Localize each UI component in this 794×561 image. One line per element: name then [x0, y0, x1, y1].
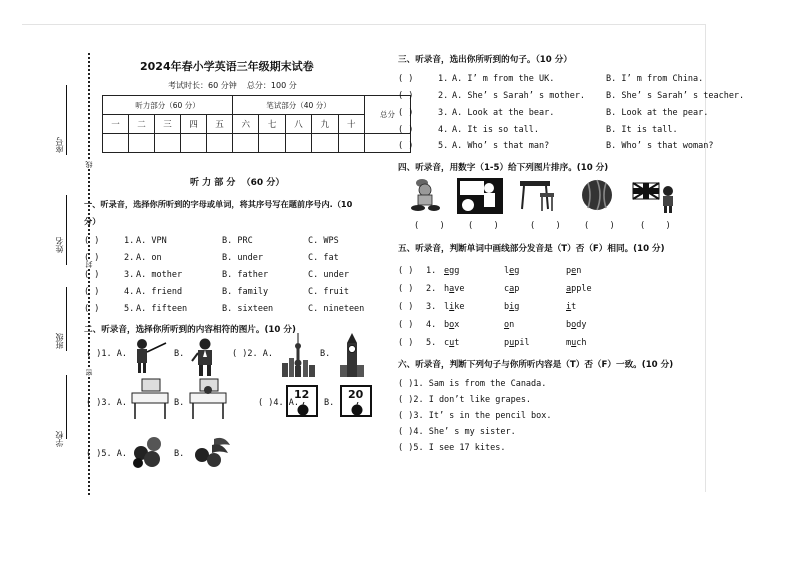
apple-card-20[interactable] [340, 385, 372, 417]
option-a: A. Who’ s that man? [452, 141, 550, 151]
word-2: big [504, 302, 520, 312]
apple-icon [350, 402, 364, 416]
section1-heading: 一、听录音，选择你所听到的字母或单词，将其序号写在题前序号内.（10 [84, 199, 353, 209]
score-cell[interactable] [155, 134, 181, 153]
option-a: A. on [136, 253, 162, 263]
s5-item-3: ( ) 3. like big it [398, 302, 577, 312]
s2-label-3b: B. [174, 398, 185, 408]
section6-heading: 六、听录音，判断下列句子与你所听内容是（T）否（F）一致。(10 分) [398, 360, 674, 370]
option-a: A. It is so tall. [452, 125, 539, 135]
score-col-4: 四 [181, 115, 207, 134]
s2-label-5b: B. [174, 449, 185, 459]
word-3: apple [566, 284, 592, 294]
s4-blank-3[interactable]: ( ) [530, 221, 561, 231]
answer-blank[interactable]: ( ) [84, 304, 100, 314]
desk-and-chair-picture[interactable] [518, 177, 558, 213]
option-b: B. Look at the pear. [606, 108, 709, 118]
s6-item-4[interactable]: ( )4. She’ s my sister. [398, 427, 516, 437]
score-col-3: 三 [155, 115, 181, 134]
answer-blank[interactable]: ( ) [398, 74, 414, 84]
section5-heading: 五、听录音，判断单词中画线部分发音是（T）否（F）相同。(10 分) [398, 244, 665, 254]
answer-blank[interactable]: ( ) [84, 270, 100, 280]
word-1: like [444, 302, 465, 312]
answer-blank[interactable]: ( ) [398, 141, 414, 151]
s6-item-2[interactable]: ( )2. I don’t like grapes. [398, 395, 532, 405]
option-c: C. fruit [308, 287, 349, 297]
word-3: much [566, 338, 587, 348]
s3-item-1: ( ) 1. A. I’ m from the UK. B. I’ m from China. [398, 74, 704, 84]
exam-info: 考试时长：60 分钟 总分：100 分 [168, 81, 297, 90]
score-cell[interactable] [338, 134, 364, 153]
s4-blank-5[interactable]: ( ) [640, 221, 671, 231]
answer-blank[interactable]: ( ) [398, 284, 414, 294]
score-cell[interactable] [312, 134, 338, 153]
option-c: C. nineteen [308, 304, 365, 314]
side-label-class: 班级 [55, 333, 64, 349]
apple-icon [296, 402, 310, 416]
score-cell[interactable] [181, 134, 207, 153]
s3-item-4: ( ) 4. A. It is so tall. B. It is tall. [398, 125, 678, 135]
option-b: B. family [222, 287, 269, 297]
watermelon-picture[interactable] [578, 177, 616, 213]
score-table [102, 95, 411, 153]
answer-blank[interactable]: ( ) [84, 287, 100, 297]
answer-blank[interactable]: ( ) [398, 266, 414, 276]
s3-item-5: ( ) 5. A. Who’ s that man? B. Who’ s that woman? [398, 141, 714, 151]
teacher-pointing-picture[interactable] [130, 337, 170, 375]
s1-item-2: ( ) 2. A. on B. under C. fat [84, 253, 339, 263]
answer-blank[interactable]: ( ) [398, 338, 414, 348]
s1-item-4: ( ) 4. A. friend B. family C. fruit [84, 287, 349, 297]
listening-heading: 听 力 部 分 （60 分） [190, 178, 285, 188]
score-cell[interactable] [233, 134, 259, 153]
word-1: egg [444, 266, 460, 276]
score-header-listening: 听力部分（60 分） [103, 96, 233, 115]
s5-item-1: ( ) 1. egg leg pen [398, 266, 582, 276]
option-b: B. sixteen [222, 304, 274, 314]
word-2: leg [504, 266, 520, 276]
side-line-4 [66, 375, 67, 439]
word-3: pen [566, 266, 582, 276]
s5-item-5: ( ) 5. cut pupil much [398, 338, 587, 348]
option-b: B. It is tall. [606, 125, 678, 135]
option-b: B. Who’ s that woman? [606, 141, 714, 151]
score-cell[interactable] [207, 134, 233, 153]
side-line-3 [66, 287, 67, 351]
exam-paper [22, 24, 745, 492]
option-a: A. Look at the bear. [452, 108, 555, 118]
seal-char-line: 线 [85, 161, 93, 168]
side-line-2 [66, 195, 67, 265]
s4-blank-1[interactable]: ( ) [414, 221, 445, 231]
score-header-writing: 笔试部分（40 分） [233, 96, 365, 115]
side-label-seat: 座号 [55, 137, 64, 153]
answer-blank[interactable]: ( ) [398, 108, 414, 118]
score-col-6: 六 [233, 115, 259, 134]
option-b: B. under [222, 253, 263, 263]
side-label-name: 姓名 [55, 237, 64, 253]
chair-behind-desk-picture[interactable] [128, 377, 172, 419]
uk-flag-with-boy-picture[interactable] [632, 179, 676, 213]
option-c: C. fat [308, 253, 339, 263]
apple-card-12[interactable] [286, 385, 318, 417]
option-a: A. friend [136, 287, 183, 297]
s6-item-3[interactable]: ( )3. It’ s in the pencil box. [398, 411, 552, 421]
ball-on-desk-picture[interactable] [186, 377, 230, 419]
s5-item-2: ( ) 2. have cap apple [398, 284, 592, 294]
answer-blank[interactable]: ( ) [398, 302, 414, 312]
man-in-suit-picture[interactable] [190, 337, 220, 377]
score-col-7: 七 [259, 115, 285, 134]
score-col-1: 一 [103, 115, 129, 134]
answer-blank[interactable]: ( ) [84, 236, 100, 246]
side-line-1 [66, 85, 67, 155]
option-a: A. I’ m from the UK. [452, 74, 555, 84]
s2-label-2a: ( )2. A. [232, 349, 273, 359]
s2-label-3a: ( )3. A. [86, 398, 127, 408]
answer-blank[interactable]: ( ) [398, 91, 414, 101]
option-c: C. under [308, 270, 349, 280]
rabbit-in-hat-picture[interactable] [408, 177, 442, 213]
s3-item-2: ( ) 2. A. She’ s Sarah’ s mother. B. She’ s Sarah’ s teacher. [398, 91, 745, 101]
s2-label-1a: ( )1. A. [86, 349, 127, 359]
word-2: on [504, 320, 515, 330]
option-a: A. fifteen [136, 304, 188, 314]
s4-blank-2[interactable]: ( ) [468, 221, 499, 231]
word-1: box [444, 320, 460, 330]
option-b: B. father [222, 270, 269, 280]
answer-blank[interactable]: ( ) [398, 320, 414, 330]
word-1: cut [444, 338, 460, 348]
option-b: B. I’ m from China. [606, 74, 704, 84]
city-skyline-tower-picture[interactable] [278, 333, 318, 377]
s4-blank-4[interactable]: ( ) [584, 221, 615, 231]
word-2: pupil [504, 338, 530, 348]
score-cell[interactable] [259, 134, 285, 153]
option-a: A. She’ s Sarah’ s mother. [452, 91, 586, 101]
s2-label-2b: B. [320, 349, 331, 359]
option-a: A. VPN [136, 236, 167, 246]
woman-at-board-picture[interactable] [456, 177, 504, 215]
fruit-pile-picture-b[interactable] [190, 435, 234, 469]
section1-heading-cont: 分） [84, 216, 101, 226]
score-col-10: 十 [338, 115, 364, 134]
fruit-pile-picture-a[interactable] [128, 435, 168, 469]
word-3: it [566, 302, 577, 312]
section4-heading: 四、听录音，用数字（1-5）给下列图片排序。(10 分) [398, 163, 609, 173]
option-b: B. PRC [222, 236, 253, 246]
score-col-5: 五 [207, 115, 233, 134]
section2-heading: 二、听录音，选择你所听到的内容相符的图片。(10 分) [84, 325, 296, 335]
score-cell[interactable] [285, 134, 311, 153]
side-label-school: 学校 [55, 431, 64, 447]
score-col-9: 九 [312, 115, 338, 134]
word-3: body [566, 320, 587, 330]
s2-label-5a: ( )5. A. [86, 449, 127, 459]
exam-title: 2024年春小学英语三年级期末试卷 [140, 60, 314, 73]
s2-label-4b: B. [324, 398, 335, 408]
answer-blank[interactable]: ( ) [398, 125, 414, 135]
section3-heading: 三、听录音，选出你所听到的句子。（10 分） [398, 55, 572, 65]
card-number: 12 [294, 388, 310, 401]
s6-item-1[interactable]: ( )1. Sam is from the Canada. [398, 379, 547, 389]
s2-label-1b: B. [174, 349, 185, 359]
seal-char-secret: 密 [85, 369, 93, 376]
score-header-total: 总分 [365, 96, 411, 134]
card-number: 20 [348, 388, 364, 401]
score-col-2: 二 [129, 115, 155, 134]
big-ben-picture[interactable] [338, 333, 366, 377]
score-col-8: 八 [285, 115, 311, 134]
s1-item-1: ( ) 1. A. VPN B. PRC C. WPS [84, 236, 339, 246]
s1-item-5: ( ) 5. A. fifteen B. sixteen C. nineteen [84, 304, 365, 314]
s3-item-3: ( ) 3. A. Look at the bear. B. Look at the pear. [398, 108, 709, 118]
option-c: C. WPS [308, 236, 339, 246]
seal-char-seal: 封 [85, 261, 93, 268]
s1-item-3: ( ) 3. A. mother B. father C. under [84, 270, 349, 280]
word-2: cap [504, 284, 520, 294]
option-b: B. She’ s Sarah’ s teacher. [606, 91, 745, 101]
option-a: A. mother [136, 270, 183, 280]
s6-item-5[interactable]: ( )5. I see 17 kites. [398, 443, 506, 453]
word-1: have [444, 284, 465, 294]
s2-label-4a: ( )4. A. [258, 398, 299, 408]
score-cell[interactable] [129, 134, 155, 153]
score-cell[interactable] [103, 134, 129, 153]
s5-item-4: ( ) 4. box on body [398, 320, 587, 330]
answer-blank[interactable]: ( ) [84, 253, 100, 263]
